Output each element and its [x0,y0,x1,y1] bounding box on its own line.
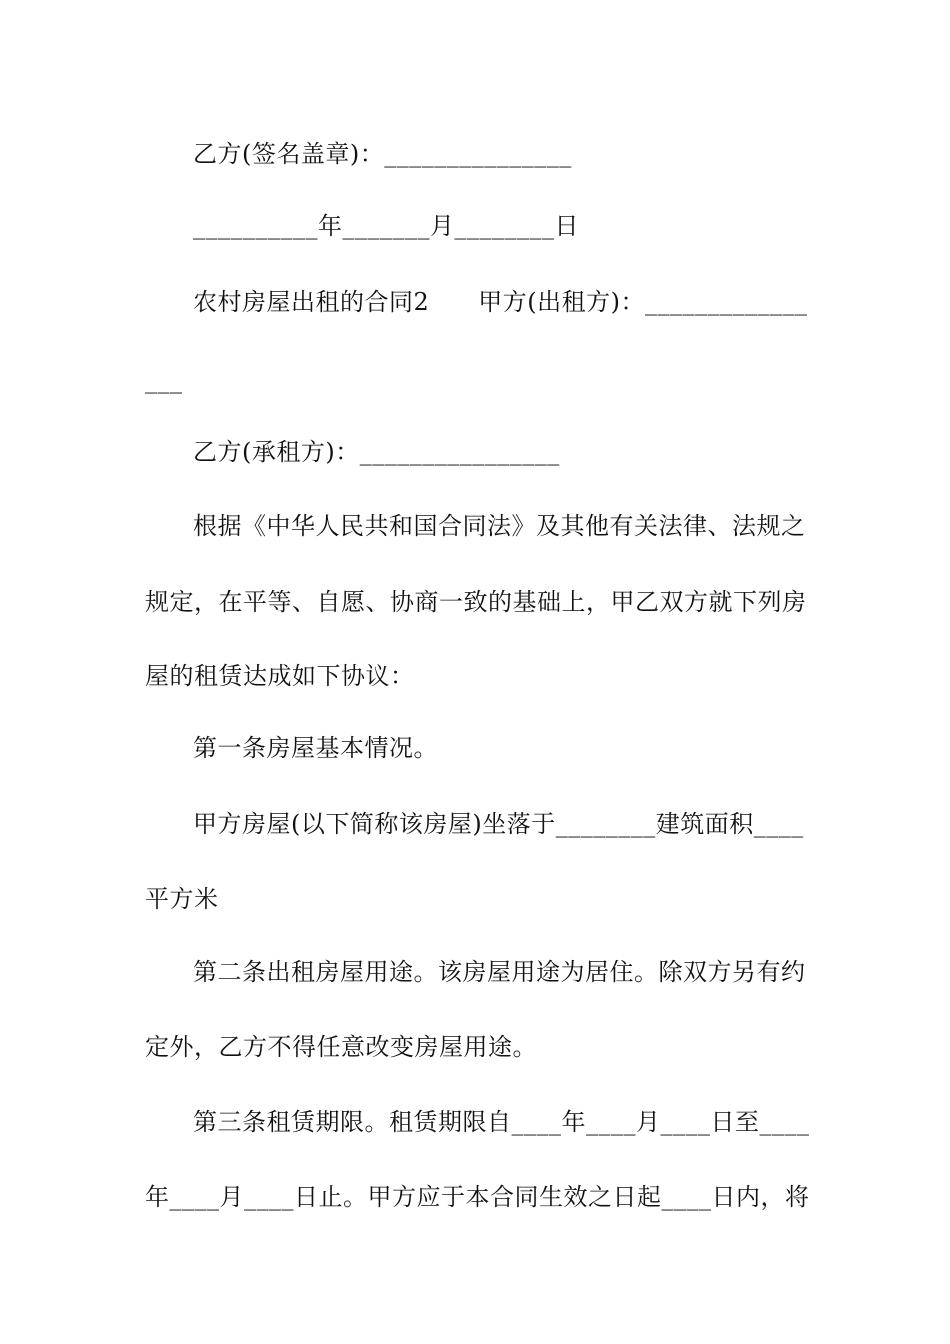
article-1-location-line: 甲方房屋(以下简称该房屋)坐落于________建筑面积____ [193,810,804,838]
paragraph-basis-line-1: 根据《中华人民共和国合同法》及其他有关法律、法规之 [193,512,806,540]
contract-title-party-a-line: 农村房屋出租的合同2 甲方(出租方)：_____________ [193,288,808,316]
article-2-line-2: 定外，乙方不得任意改变房屋用途。 [145,1033,537,1061]
party-b-signature-line: 乙方(签名盖章)：_______________ [193,140,572,168]
paragraph-basis-line-3: 屋的租赁达成如下协议： [145,662,415,690]
paragraph-basis-line-2: 规定，在平等、自愿、协商一致的基础上，甲乙双方就下列房 [145,588,807,616]
date-line: __________年_______月________日 [193,212,579,240]
party-a-blank-continuation: ___ [145,366,183,394]
party-b-tenant-line: 乙方(承租方)：________________ [193,438,560,466]
article-1-heading: 第一条房屋基本情况。 [193,734,438,762]
article-3-line-2: 年____月____日止。甲方应于本合同生效之日起____日内，将 [145,1183,810,1211]
article-2-line-1: 第二条出租房屋用途。该房屋用途为居住。除双方另有约 [193,958,806,986]
article-3-line-1: 第三条租赁期限。租赁期限自____年____月____日至____ [193,1108,810,1136]
article-1-area-unit: 平方米 [145,885,219,913]
